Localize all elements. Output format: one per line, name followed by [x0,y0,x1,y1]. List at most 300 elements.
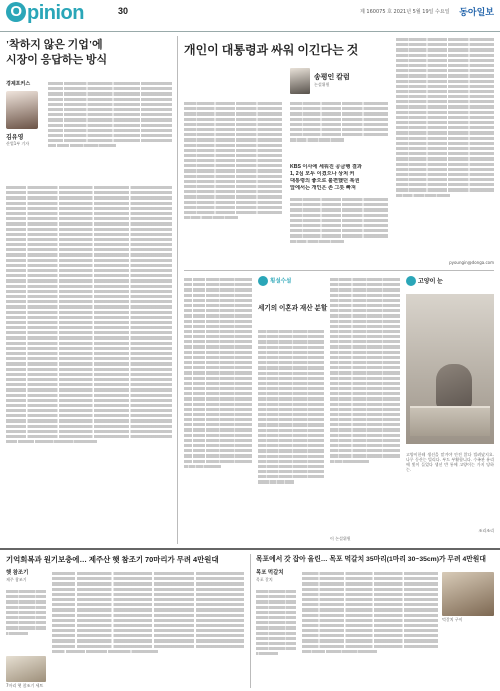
text-line [330,278,400,281]
text-line [52,588,244,591]
text-line [48,139,172,142]
text-line [52,598,244,601]
text-line [52,650,158,653]
text-line [330,361,400,364]
cat-eye-icon [406,276,416,286]
text-line [302,629,438,632]
text-line [302,608,438,611]
text-line [6,435,172,438]
text-line [330,330,400,333]
main-author-photo [290,68,310,94]
text-line [330,397,400,400]
text-line [258,413,324,416]
text-line [184,180,282,183]
photo-credit: 조리조리 [478,528,494,533]
text-line [256,637,296,640]
main-body-2 [290,100,388,162]
text-line [396,152,494,155]
text-line [258,361,324,364]
text-line [184,128,282,131]
text-line [184,164,282,167]
text-line [52,624,244,627]
text-line [396,59,494,62]
text-line [302,624,438,627]
text-line [258,351,324,354]
text-line [330,345,400,348]
page-header [0,0,500,32]
text-line [6,373,172,376]
text-line [48,118,172,121]
text-line [184,330,252,333]
text-line [184,206,282,209]
text-line [302,582,438,585]
text-line [256,606,296,609]
text-line [184,377,252,380]
author-role: 산업1부 기자 [6,141,30,146]
text-line [256,632,296,635]
text-line [6,430,172,433]
text-line [330,299,400,302]
text-line [258,392,324,395]
text-line [256,616,296,619]
text-line [6,253,172,256]
text-line [258,465,324,468]
text-line [302,593,438,596]
text-line [184,190,282,193]
main-author-role: 논설위원 [314,82,330,87]
text-line [6,362,172,365]
text-line [330,444,400,447]
text-line [258,403,324,406]
bottom-right-item: 목포 먹갈치 목포 갈치 [256,570,284,582]
text-line [6,600,46,603]
author-photo [6,91,38,129]
main-body-4 [396,36,494,258]
trend-body-3 [330,276,400,534]
text-line [6,352,172,355]
text-line [258,382,324,385]
text-line [396,188,494,191]
text-line [258,444,324,447]
text-line [256,626,296,629]
photo-column-title: 고양이 눈 [406,276,494,286]
text-line [184,434,252,437]
text-line [6,632,28,635]
text-line [258,460,324,463]
text-line [396,80,494,83]
text-line [290,224,388,227]
text-line [290,128,388,131]
text-line [6,305,172,308]
bottom-left-body-1 [6,588,46,652]
text-line [396,137,494,140]
text-line [330,403,400,406]
section-icon [258,276,268,286]
text-line [184,387,252,390]
text-line [258,366,324,369]
text-line [184,340,252,343]
bottom-left-photo [6,656,46,682]
text-line [184,392,252,395]
text-line [258,439,324,442]
main-column [184,36,494,268]
text-line [396,183,494,186]
divider [250,554,251,688]
author-box [6,80,42,146]
text-line [184,423,252,426]
text-line [48,113,172,116]
text-line [52,629,244,632]
pull-quote: KBS 이사에 세워진 공금행 결과 1, 2심 모두 이겼으나 상처 커 대통령의 좋으로 불편했던 복권 앞에서는 개인은 존 그릇 빠져 [290,164,362,191]
text-line [290,138,344,141]
text-line [290,234,388,237]
text-line [290,112,388,115]
text-line [184,283,252,286]
text-line [396,69,494,72]
text-line [184,154,282,157]
bottom-rule [0,548,500,550]
text-line [52,593,244,596]
text-line [258,387,324,390]
text-line [6,217,172,220]
text-line [6,238,172,241]
text-line [290,240,344,243]
text-line [48,108,172,111]
text-line [184,278,252,281]
text-line [396,142,494,145]
text-line [330,366,400,369]
text-line [290,198,388,201]
text-line [396,194,450,197]
text-line [330,423,400,426]
text-line [396,38,494,41]
text-line [6,399,172,402]
text-line [330,387,400,390]
bottom-left-item: 햇 참조기 제주 참조기 [6,570,29,582]
text-line [330,314,400,317]
photo-column [406,276,494,544]
text-line [258,356,324,359]
text-line [6,368,172,371]
text-line [396,90,494,93]
text-line [290,123,388,126]
text-line [396,131,494,134]
text-line [302,614,438,617]
text-line [396,100,494,103]
text-line [184,107,282,110]
text-line [396,85,494,88]
text-line [256,595,296,598]
text-line [6,228,172,231]
text-line [184,112,282,115]
text-line [184,418,252,421]
text-line [396,111,494,114]
column-title: '착하지 않은 기업'에 시장이 응답하는 방식 [6,39,108,66]
text-line [184,195,282,198]
text-line [184,382,252,385]
text-line [396,178,494,181]
text-line [6,606,46,609]
text-line [6,336,172,339]
text-line [330,382,400,385]
bottom-left-body-2 [52,570,244,686]
text-line [6,394,172,397]
text-line [258,423,324,426]
text-line [256,611,296,614]
text-line [302,634,438,637]
text-line [396,173,494,176]
text-line [330,434,400,437]
text-line [184,454,252,457]
text-line [290,102,388,105]
text-line [184,138,282,141]
text-line [6,440,97,443]
divider [177,36,178,544]
page-number: 30 [118,6,129,16]
trend-body-1 [184,276,252,542]
text-line [258,377,324,380]
text-line [6,222,172,225]
text-line [52,582,244,585]
text-line [302,588,438,591]
text-line [302,577,438,580]
text-line [330,294,400,297]
photo-caption: 고양이한테 생선을 맡겨야 안전 않다 빌려놨지요. 나무 동산는 빌리다. 부드 부활합니다. 수족관 유리에 빛이 들었다 생선 반 통에 고양이는 가지 당하는. [406,452,494,472]
divider [184,270,494,271]
bottom-left-photo-caption: 7마리 햇 참조기 세트 [6,683,44,688]
text-line [6,300,172,303]
text-line [184,335,252,338]
text-line [330,428,400,431]
text-line [184,144,282,147]
text-line [6,626,46,629]
text-line [258,429,324,432]
bottom-right-photo [442,572,494,616]
text-line [256,647,296,650]
text-line [396,95,494,98]
text-line [184,356,252,359]
text-line [52,639,244,642]
text-line [330,304,400,307]
text-line [184,123,282,126]
text-line [6,248,172,251]
text-line [48,124,172,127]
text-line [290,203,388,206]
author-name: 김유영 [6,135,24,141]
text-line [6,378,172,381]
text-line [48,144,116,147]
text-line [330,377,400,380]
text-line [290,214,388,217]
text-line [184,149,282,152]
text-line [52,614,244,617]
text-line [184,304,252,307]
text-line [258,470,324,473]
text-line [396,121,494,124]
text-line [6,264,172,267]
text-line [396,163,494,166]
text-line [184,371,252,374]
text-line [184,403,252,406]
text-line [290,107,388,110]
text-line [6,621,46,624]
newspaper-name: 동아일보 [459,7,494,17]
text-line [184,345,252,348]
text-line [184,211,282,214]
text-line [6,279,172,282]
text-line [184,118,282,121]
text-line [396,43,494,46]
text-line [302,598,438,601]
text-line [48,98,172,101]
text-line [6,285,172,288]
text-line [184,361,252,364]
text-line [48,103,172,106]
text-line [258,346,324,349]
text-line [256,642,296,645]
text-line [184,408,252,411]
text-line [52,608,244,611]
trend-kicker: 횡설수설 [258,276,324,286]
text-line [52,572,244,575]
trend-author: 이 논설위원 [330,536,351,541]
text-line [330,454,400,457]
text-line [302,603,438,606]
text-line [6,207,172,210]
text-line [396,116,494,119]
column-body [6,184,172,541]
text-line [6,347,172,350]
text-line [330,320,400,323]
text-line [290,133,388,136]
text-line [330,408,400,411]
text-line [48,134,172,137]
bottom-right-body-2 [302,570,438,686]
text-line [258,480,294,483]
text-line [6,316,172,319]
text-line [6,331,172,334]
text-line [6,342,172,345]
text-line [330,371,400,374]
trend-header [258,276,328,313]
text-line [184,133,282,136]
text-line [48,82,172,85]
text-line [52,645,244,648]
text-line [52,619,244,622]
text-line [256,621,296,624]
main-body-3 [290,196,388,266]
text-line [330,283,400,286]
text-line [6,616,46,619]
column-body-top [48,80,172,178]
text-line [258,455,324,458]
text-line [330,392,400,395]
text-line [6,388,172,391]
text-line [184,169,282,172]
text-line [184,413,252,416]
text-line [184,175,282,178]
text-line [6,274,172,277]
text-line [184,201,282,204]
text-line [330,439,400,442]
trend-column [184,276,400,544]
text-line [6,311,172,314]
text-line [184,320,252,323]
bottom-right-body-1 [256,588,296,684]
text-line [184,444,252,447]
text-line [396,168,494,171]
text-line [6,295,172,298]
text-line [290,219,388,222]
text-line [184,216,238,219]
bottom-left-title: 기억회복과 원기보충에… 제주산 햇 참조기 70마리가 무려 4만원대 [6,555,219,564]
text-line [6,233,172,236]
text-line [258,330,324,333]
text-line [6,212,172,215]
text-line [258,372,324,375]
text-line [330,356,400,359]
bottom-left-feature [6,554,244,688]
text-line [330,325,400,328]
text-line [52,577,244,580]
bottom-right-feature [256,554,494,688]
text-line [330,288,400,291]
text-line [184,102,282,105]
text-line [258,340,324,343]
text-line [302,645,438,648]
text-line [48,87,172,90]
text-line [48,92,172,95]
text-line [6,269,172,272]
text-line [330,449,400,452]
cat-figure [436,364,472,410]
text-line [184,397,252,400]
bottom-right-title: 목포에서 갓 잡아 올린… 목포 먹갈치 35마리(1마리 30~35cm)가 무려 4만원대 [256,556,486,563]
text-line [184,366,252,369]
main-email: pyoungin@donga.com [449,260,494,265]
text-line [6,259,172,262]
text-line [258,408,324,411]
text-line [256,590,296,593]
trend-body-2 [258,328,324,542]
text-line [6,590,46,593]
text-line [256,652,278,655]
text-line [290,118,388,121]
text-line [184,159,282,162]
text-line [396,126,494,129]
text-line [6,357,172,360]
text-line [6,191,172,194]
issue-info: 제 160075 호 2021년 5월 19일 수요일 [360,9,450,15]
main-body-1 [184,100,282,266]
section-logo: O pinion [6,2,84,25]
text-line [302,619,438,622]
trend-title: 세기의 이혼과 재산 분할 [258,305,328,312]
text-line [6,243,172,246]
text-line [330,335,400,338]
text-line [6,326,172,329]
text-line [256,600,296,603]
text-line [302,650,377,653]
text-line [290,229,388,232]
text-line [48,129,172,132]
text-line [290,208,388,211]
text-line [258,335,324,338]
text-line [302,572,438,575]
main-author-name: 송평인 칼럼 [314,74,350,81]
text-line [258,418,324,421]
text-line [330,460,369,463]
